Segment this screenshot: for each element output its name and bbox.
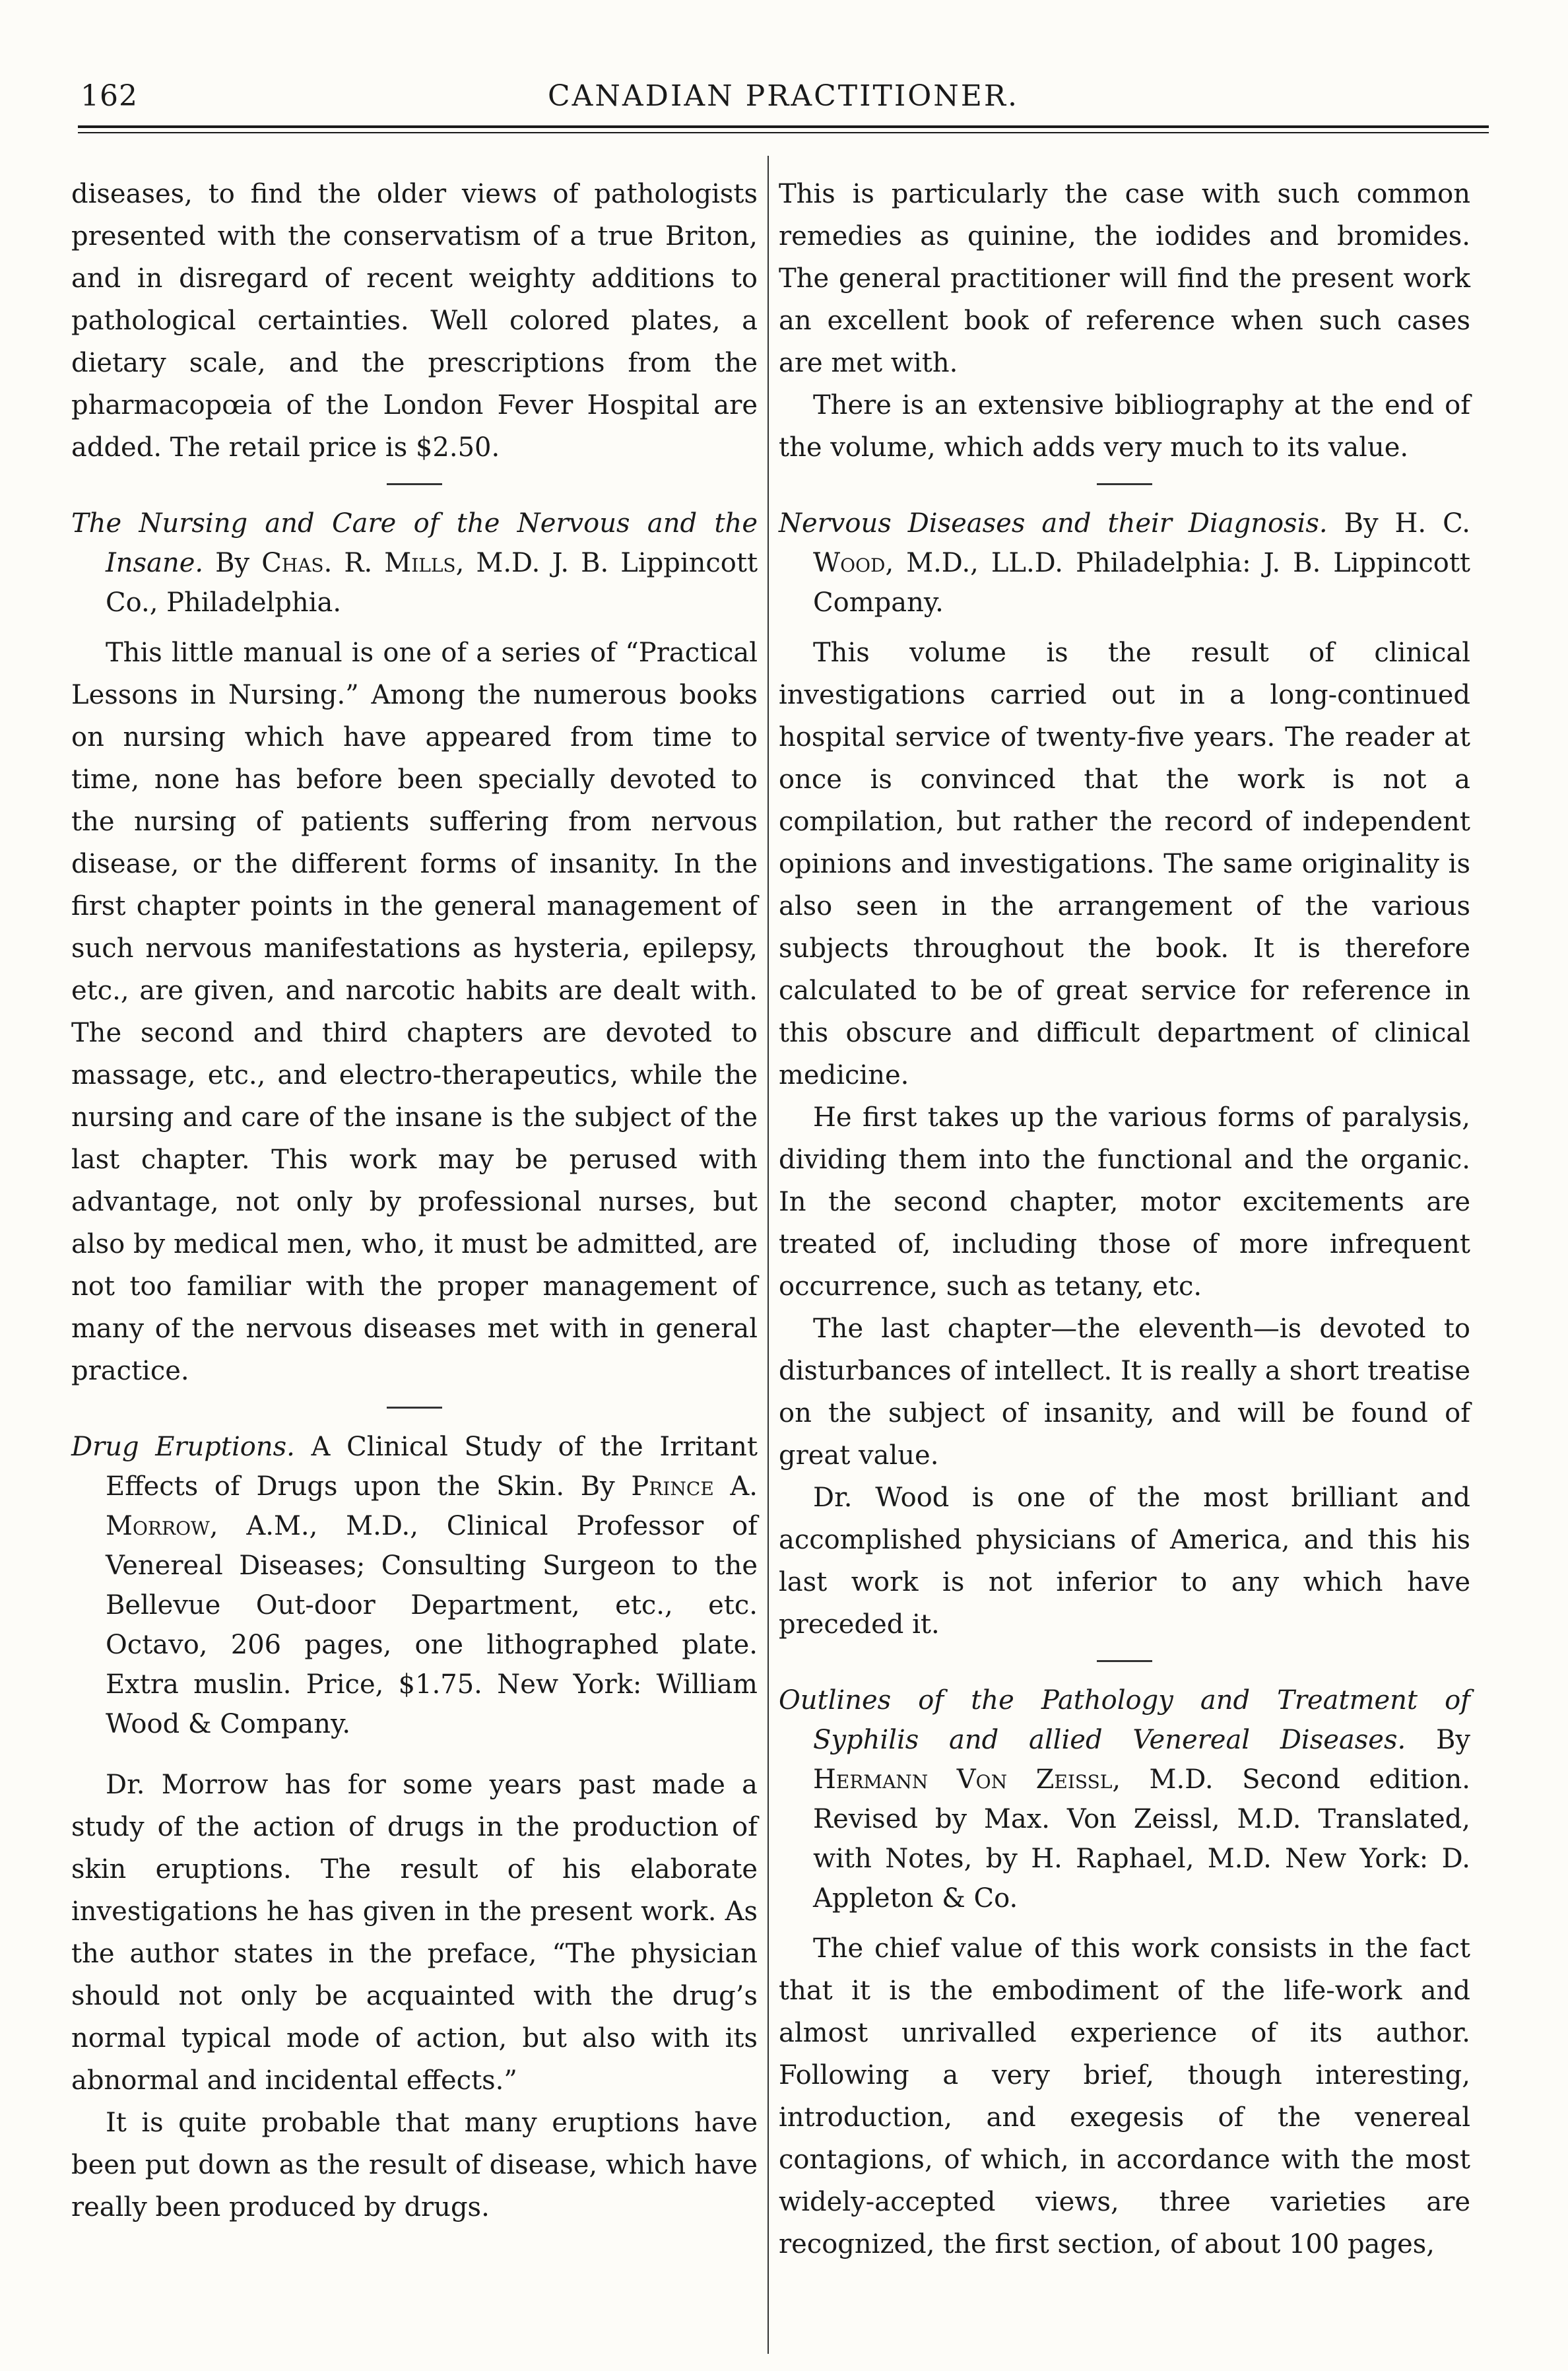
review-paragraph: It is quite probable that many eruptions have been put down as the result of disease, which have really been produced by drugs. <box>71 2108 758 2222</box>
book-author: Hermann Von Zeissl, M.D. <box>813 1764 1214 1795</box>
book-details: Second edition. Revised by Max. Von Zeissl, M.D. Translated, with Notes, by H. Raphael, M.D. New York: D. Appleton & Co. <box>813 1764 1470 1914</box>
review-drug-eruptions <box>71 1427 758 2228</box>
review-paragraph: Dr. Morrow has for some years past made a study of the action of drugs in the production of skin eruptions. The result of his elaborate investigations he has given in the present work. As the author states in the preface, “The physician should not only be acquainted with the drug’s normal typical mode of action, but also with its abnormal and incidental effects.” <box>71 1770 758 2096</box>
section-separator <box>387 483 442 485</box>
review-paragraph: He first takes up the various forms of paralysis, dividing them into the functional and the organic. In the second chapter, motor excitements are treated of, including those of more infrequent occurrence, such as tetany, etc. <box>779 1102 1470 1302</box>
review-syphilis <box>779 1681 1470 2265</box>
book-details: Clinical Professor of Venereal Diseases; Consulting Surgeon to the Bellevue Out-door Department, etc., etc. Octavo, 206 pages, one lithographed plate. Extra muslin. Price, $1.75. New York: William Wood & Company. <box>106 1511 758 1739</box>
book-subtitle: A Clinical Study of the Irritant Effects of Drugs upon the Skin. <box>106 1432 758 1502</box>
book-title: Nervous Diseases and their Diagnosis. <box>779 508 1328 539</box>
left-column <box>71 173 758 2228</box>
book-author: Prince A. Morrow, A.M., M.D., <box>106 1471 758 1541</box>
by-word: By <box>580 1471 615 1502</box>
section-separator <box>387 1407 442 1409</box>
review-paragraph: This volume is the result of clinical investigations carried out in a long-continued hospital service of twenty-five years. The reader at once is convinced that the work is not a compilation, but rather the record of independent opinions and investigations. The same originality is also seen in the arrangement of the various subjects throughout the book. It is therefore calculated to be of great service for reference in this obscure and difficult department of clinical medicine. <box>779 638 1470 1090</box>
running-title: CANADIAN PRACTITIONER. <box>547 79 1020 113</box>
header-rule-thick <box>78 125 1489 128</box>
review-nervous-diseases <box>779 504 1470 1646</box>
right-column <box>779 173 1470 2265</box>
by-word: By <box>1344 508 1379 539</box>
page-header <box>78 79 1489 119</box>
review-nursing-insane <box>71 504 758 1392</box>
section-separator <box>1097 483 1152 485</box>
review-heading <box>71 504 758 622</box>
review-paragraph: Dr. Wood is one of the most brilliant and accomplished physicians of America, and this his last work is not inferior to any which have preceded it. <box>779 1483 1470 1640</box>
book-publisher: Philadelphia: J. B. Lippincott Company. <box>813 548 1470 618</box>
section-separator <box>1097 1660 1152 1662</box>
continued-paragraph: This is particularly the case with such common remedies as quinine, the iodides and bromides. The general practitioner will find the present work an excellent book of reference when such cases are met with. <box>779 179 1470 378</box>
header-rule-thin <box>78 132 1489 133</box>
book-author: Chas. R. Mills, M.D. <box>261 548 540 578</box>
book-title: Drug Eruptions. <box>71 1432 295 1462</box>
book-title: Outlines of the Pathology and Treatment of Syphilis and allied Venereal Diseases. <box>779 1685 1470 1755</box>
by-word: By <box>1436 1725 1470 1755</box>
by-word: By <box>215 548 250 578</box>
review-paragraph: The last chapter—the eleventh—is devoted to disturbances of intellect. It is really a short treatise on the subject of insanity, and will be found of great value. <box>779 1314 1470 1471</box>
review-heading <box>779 1681 1470 1918</box>
review-heading <box>779 504 1470 622</box>
book-author: H. C. Wood, M.D., LL.D. <box>813 508 1470 578</box>
continued-paragraph: There is an extensive bibliography at the end of the volume, which adds very much to its value. <box>779 390 1470 463</box>
continued-paragraph: diseases, to find the older views of pathologists presented with the conservatism of a true Briton, and in disregard of recent weighty additions to pathological certainties. Well colored plates, a dietary scale, and the prescriptions from the pharmacopœia of the London Fever Hospital are added. The retail price is $2.50. <box>71 179 758 463</box>
book-title: The Nursing and Care of the Nervous and the Insane. <box>71 508 758 578</box>
review-paragraph: The chief value of this work consists in the fact that it is the embodiment of the life-work and almost unrivalled experience of its author. Following a very brief, though interesting, introduction, and exegesis of the venereal contagions, of which, in accordance with the most widely-accepted views, three varieties are recognized, the first section, of about 100 pages, <box>779 1933 1470 2259</box>
page-number: 162 <box>81 79 138 113</box>
book-publisher: J. B. Lippincott Co., Philadelphia. <box>106 548 758 618</box>
column-divider <box>768 156 769 2354</box>
review-heading <box>71 1427 758 1744</box>
review-paragraph: This little manual is one of a series of “Practical Lessons in Nursing.” Among the numerous books on nursing which have appeared from time to time, none has before been specially devoted to the nursing of patients suffering from nervous disease, or the different forms of insanity. In the first chapter points in the general management of such nervous manifestations as hysteria, epilepsy, etc., are given, and narcotic habits are dealt with. The second and third chapters are devoted to massage, etc., and electro-therapeutics, while the nursing and care of the insane is the subject of the last chapter. This work may be perused with advantage, not only by professional nurses, but also by medical men, who, it must be admitted, are not too familiar with the proper management of many of the nervous diseases met with in general practice. <box>71 638 758 1386</box>
